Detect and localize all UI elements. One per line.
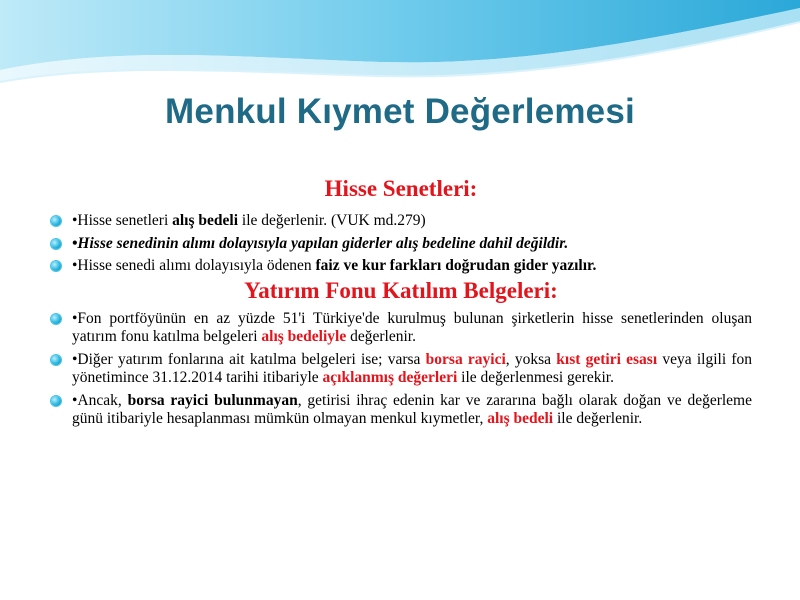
text-segment: •Fon portföyünün en az yüzde 51'i Türkiye'de kurulmuş bulunan şirketlerin hisse senetlerinden oluşan yatırım fonu katılma belgeleri [72, 309, 752, 345]
text-segment: borsa rayici bulunmayan [127, 391, 298, 409]
stocks-list [50, 212, 752, 276]
text-segment: , getirisi ihraç edenin kar ve zararına bağlı olarak doğan ve değerleme günü itibariyle hesaplanması mümkün olmayan menkul kıymetler, [72, 391, 752, 427]
slide-content [50, 176, 752, 429]
list-item-text [72, 212, 426, 229]
text-segment: •Ancak, [72, 391, 128, 409]
slide-title: Menkul Kıymet Değerlemesi [165, 92, 635, 131]
list-item-text [72, 310, 752, 346]
text-segment: •Diğer yatırım fonlarına ait katılma belgeleri ise; varsa [72, 350, 426, 368]
bullet-icon [51, 396, 61, 406]
section-heading-fund-certificates: Yatırım Fonu Katılım Belgeleri: [244, 277, 558, 303]
bullet-icon [51, 216, 61, 226]
text-segment: •Hisse senedinin alımı dolayısıyla yapılan giderler alış bedeline dahil değildir. [72, 234, 569, 252]
text-segment: alış bedeli [172, 212, 239, 229]
text-segment: •Hisse senetleri [72, 212, 173, 229]
list-item [50, 392, 752, 429]
text-segment: değerlenir. [346, 328, 416, 345]
text-segment: •Hisse senedi alımı dolayısıyla ödenen [72, 257, 316, 274]
list-item-text [72, 235, 568, 252]
text-segment: veya ilgili fon yönetimince 31.12.2014 tarihi itibariyle [72, 350, 753, 386]
bullet-icon [51, 239, 61, 249]
section-heading-stocks: Hisse Senetleri: [324, 176, 478, 201]
list-item [50, 212, 752, 231]
text-segment: alış bedeli [487, 410, 554, 427]
text-segment: ile değerlenmesi gerekir. [457, 369, 614, 386]
bullet-icon [51, 261, 61, 271]
text-segment: ile değerlenir. (VUK md.279) [238, 212, 426, 229]
list-item [50, 257, 752, 276]
list-item [50, 235, 752, 254]
bullet-icon [51, 355, 61, 365]
list-item [50, 310, 752, 347]
bullet-icon [51, 314, 61, 324]
text-segment: , yoksa [505, 350, 557, 368]
text-segment: ile değerlenir. [553, 410, 643, 427]
list-item [50, 351, 752, 388]
text-segment: faiz ve kur farkları doğrudan gider yazılır. [315, 257, 597, 274]
fund-certificates-list [50, 310, 752, 429]
text-segment: açıklanmış değerleri [322, 369, 458, 386]
list-item-text [72, 392, 752, 428]
list-item-text [72, 257, 596, 274]
text-segment: borsa rayici [425, 350, 506, 368]
decorative-wave-banner [0, 0, 800, 100]
text-segment: kıst getiri esası [556, 350, 658, 368]
text-segment: alış bedeliyle [261, 328, 347, 345]
list-item-text [72, 351, 752, 387]
